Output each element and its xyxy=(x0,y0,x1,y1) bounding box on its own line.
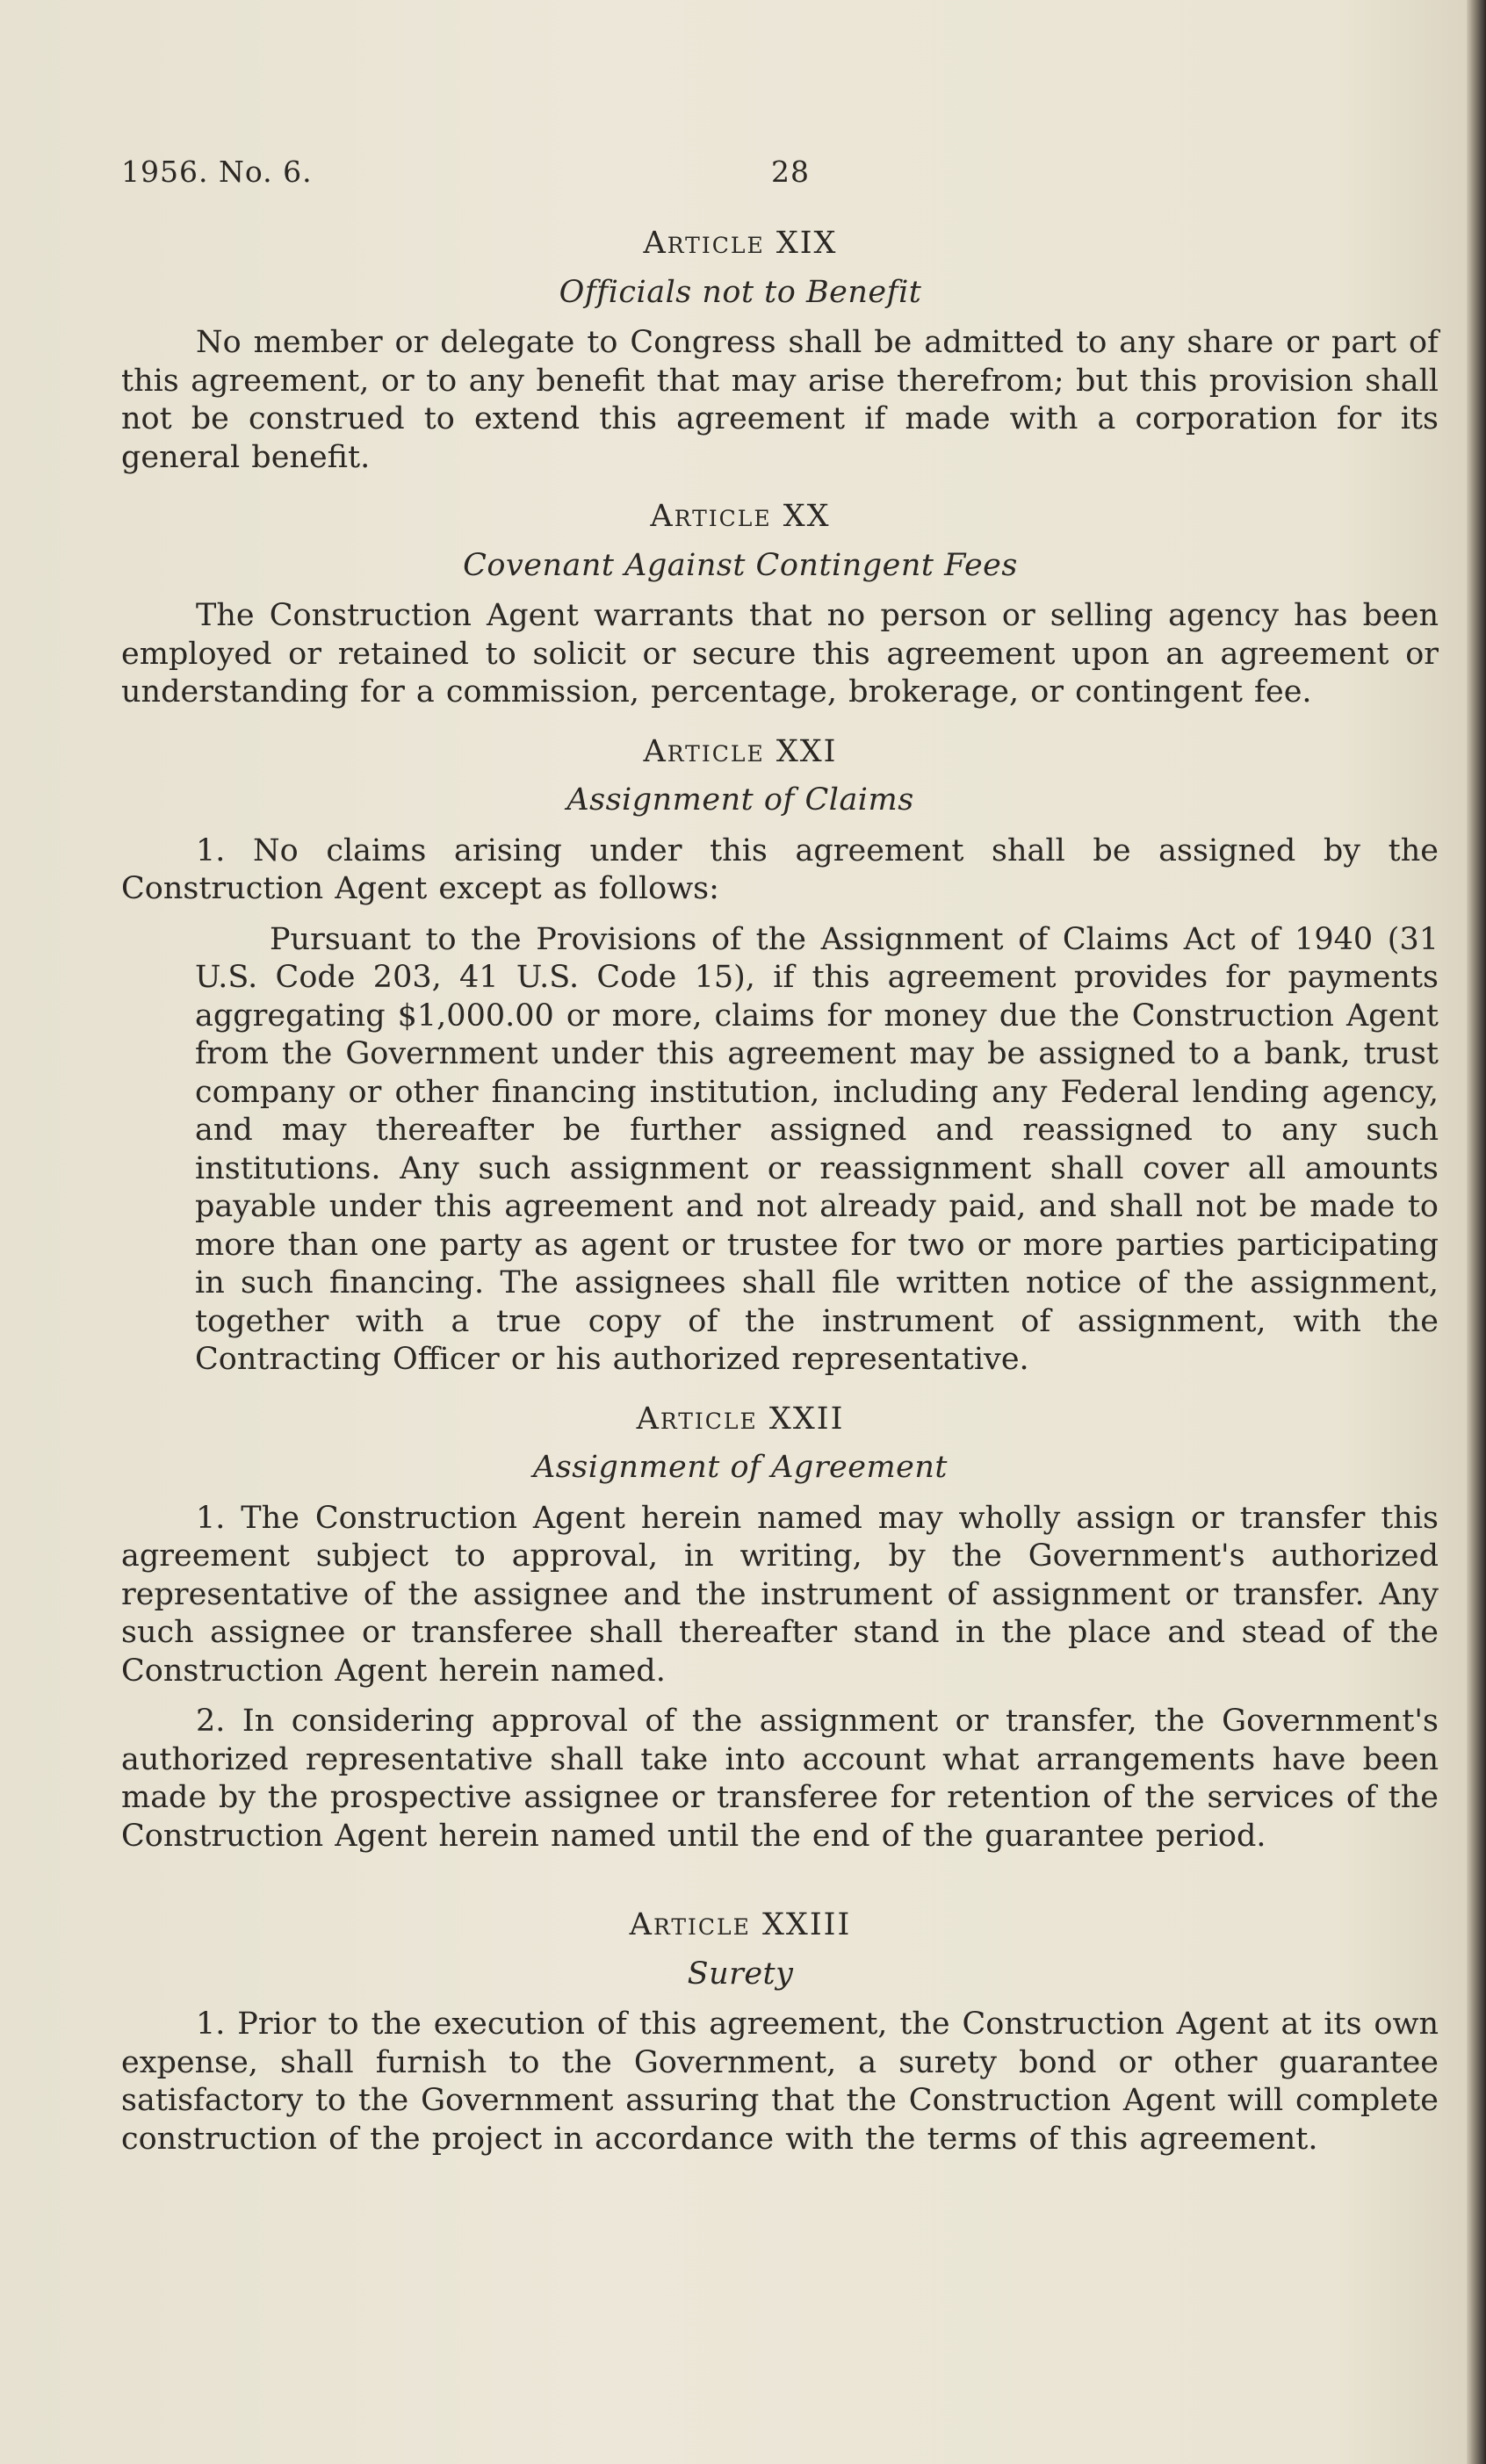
article-paragraph: 1. No claims arising under this agreement shall be assigned by the Construction Agent except as follows: xyxy=(121,832,1439,906)
article-subtitle: Assignment of Agreement xyxy=(533,1450,948,1485)
article-22 xyxy=(121,1401,1439,1856)
article-paragraph: The Construction Agent warrants that no person or selling agency has been employed or retained to solicit or secure this agreement upon an agreement or understanding for a commission, percentage, brokerage, or contingent fee. xyxy=(121,598,1439,710)
header-year-number: 1956. No. 6. xyxy=(121,155,313,189)
article-paragraph: 1. The Construction Agent herein named may wholly assign or transfer this agreement subject to approval, in writing, by the Government's authorized representative of the assignee and the instrument of assignment or transfer. Any such assignee or transferee shall thereafter stand in the place and stead of the Construction Agent herein named. xyxy=(121,1500,1439,1689)
article-quoted-provision: Pursuant to the Provisions of the Assignment of Claims Act of 1940 (31 U.S. Code 203, 41 U.S. Code 15), if this agreement provides for payments aggregating $1,000.00 or more, claims for money due the Construction Agent from the Government under this agreement may be assigned to a bank, trust company or other financing institution, including any Federal lending agency, and may thereafter be further assigned and reassigned to any such institutions. Any such assignment or reassignment shall cover all amounts payable under this agreement and not already paid, and shall not be made to more than one party as agent or trustee for two or more parties participating in such financing. The assignees shall file written notice of the assignment, together with a true copy of the instrument of assignment, with the Contracting Officer or his authorized representative. xyxy=(195,921,1439,1377)
article-paragraph: 1. Prior to the execution of this agreement, the Construction Agent at its own expense, shall furnish to the Government, a surety bond or other guarantee satisfactory to the Government assuring that the Construction Agent will complete construction of the project in accordance with the terms of this agreement. xyxy=(121,2007,1439,2157)
article-subtitle: Covenant Against Contingent Fees xyxy=(463,547,1018,583)
article-heading: Article XXIII xyxy=(629,1907,852,1942)
article-19 xyxy=(121,225,1439,477)
article-20 xyxy=(121,498,1439,712)
article-subtitle: Assignment of Claims xyxy=(566,782,914,818)
article-23 xyxy=(121,1906,1439,2158)
article-heading: Article XIX xyxy=(643,226,838,261)
section-spacer xyxy=(121,1877,1439,1906)
article-heading: Article XXII xyxy=(636,1401,845,1437)
article-paragraph: 2. In considering approval of the assignment or transfer, the Government's authorized representative shall take into account what arrangements have been made by the prospective assignee or transferee for retention of the services of the Construction Agent herein named until the end of the guarantee period. xyxy=(121,1704,1439,1854)
article-heading: Article XX xyxy=(650,499,831,534)
book-spine xyxy=(1467,0,1486,2464)
article-paragraph: No member or delegate to Congress shall be admitted to any share or part of this agreement, or to any benefit that may arise therefrom; but this provision shall not be construed to extend this agreement if made with a corporation for its general benefit. xyxy=(121,325,1439,475)
article-subtitle: Officials not to Benefit xyxy=(559,274,922,310)
article-heading: Article XXI xyxy=(643,733,838,769)
page-number: 28 xyxy=(771,155,810,189)
article-21 xyxy=(121,733,1439,1380)
article-subtitle: Surety xyxy=(687,1956,794,1992)
page-content xyxy=(121,225,1439,2179)
